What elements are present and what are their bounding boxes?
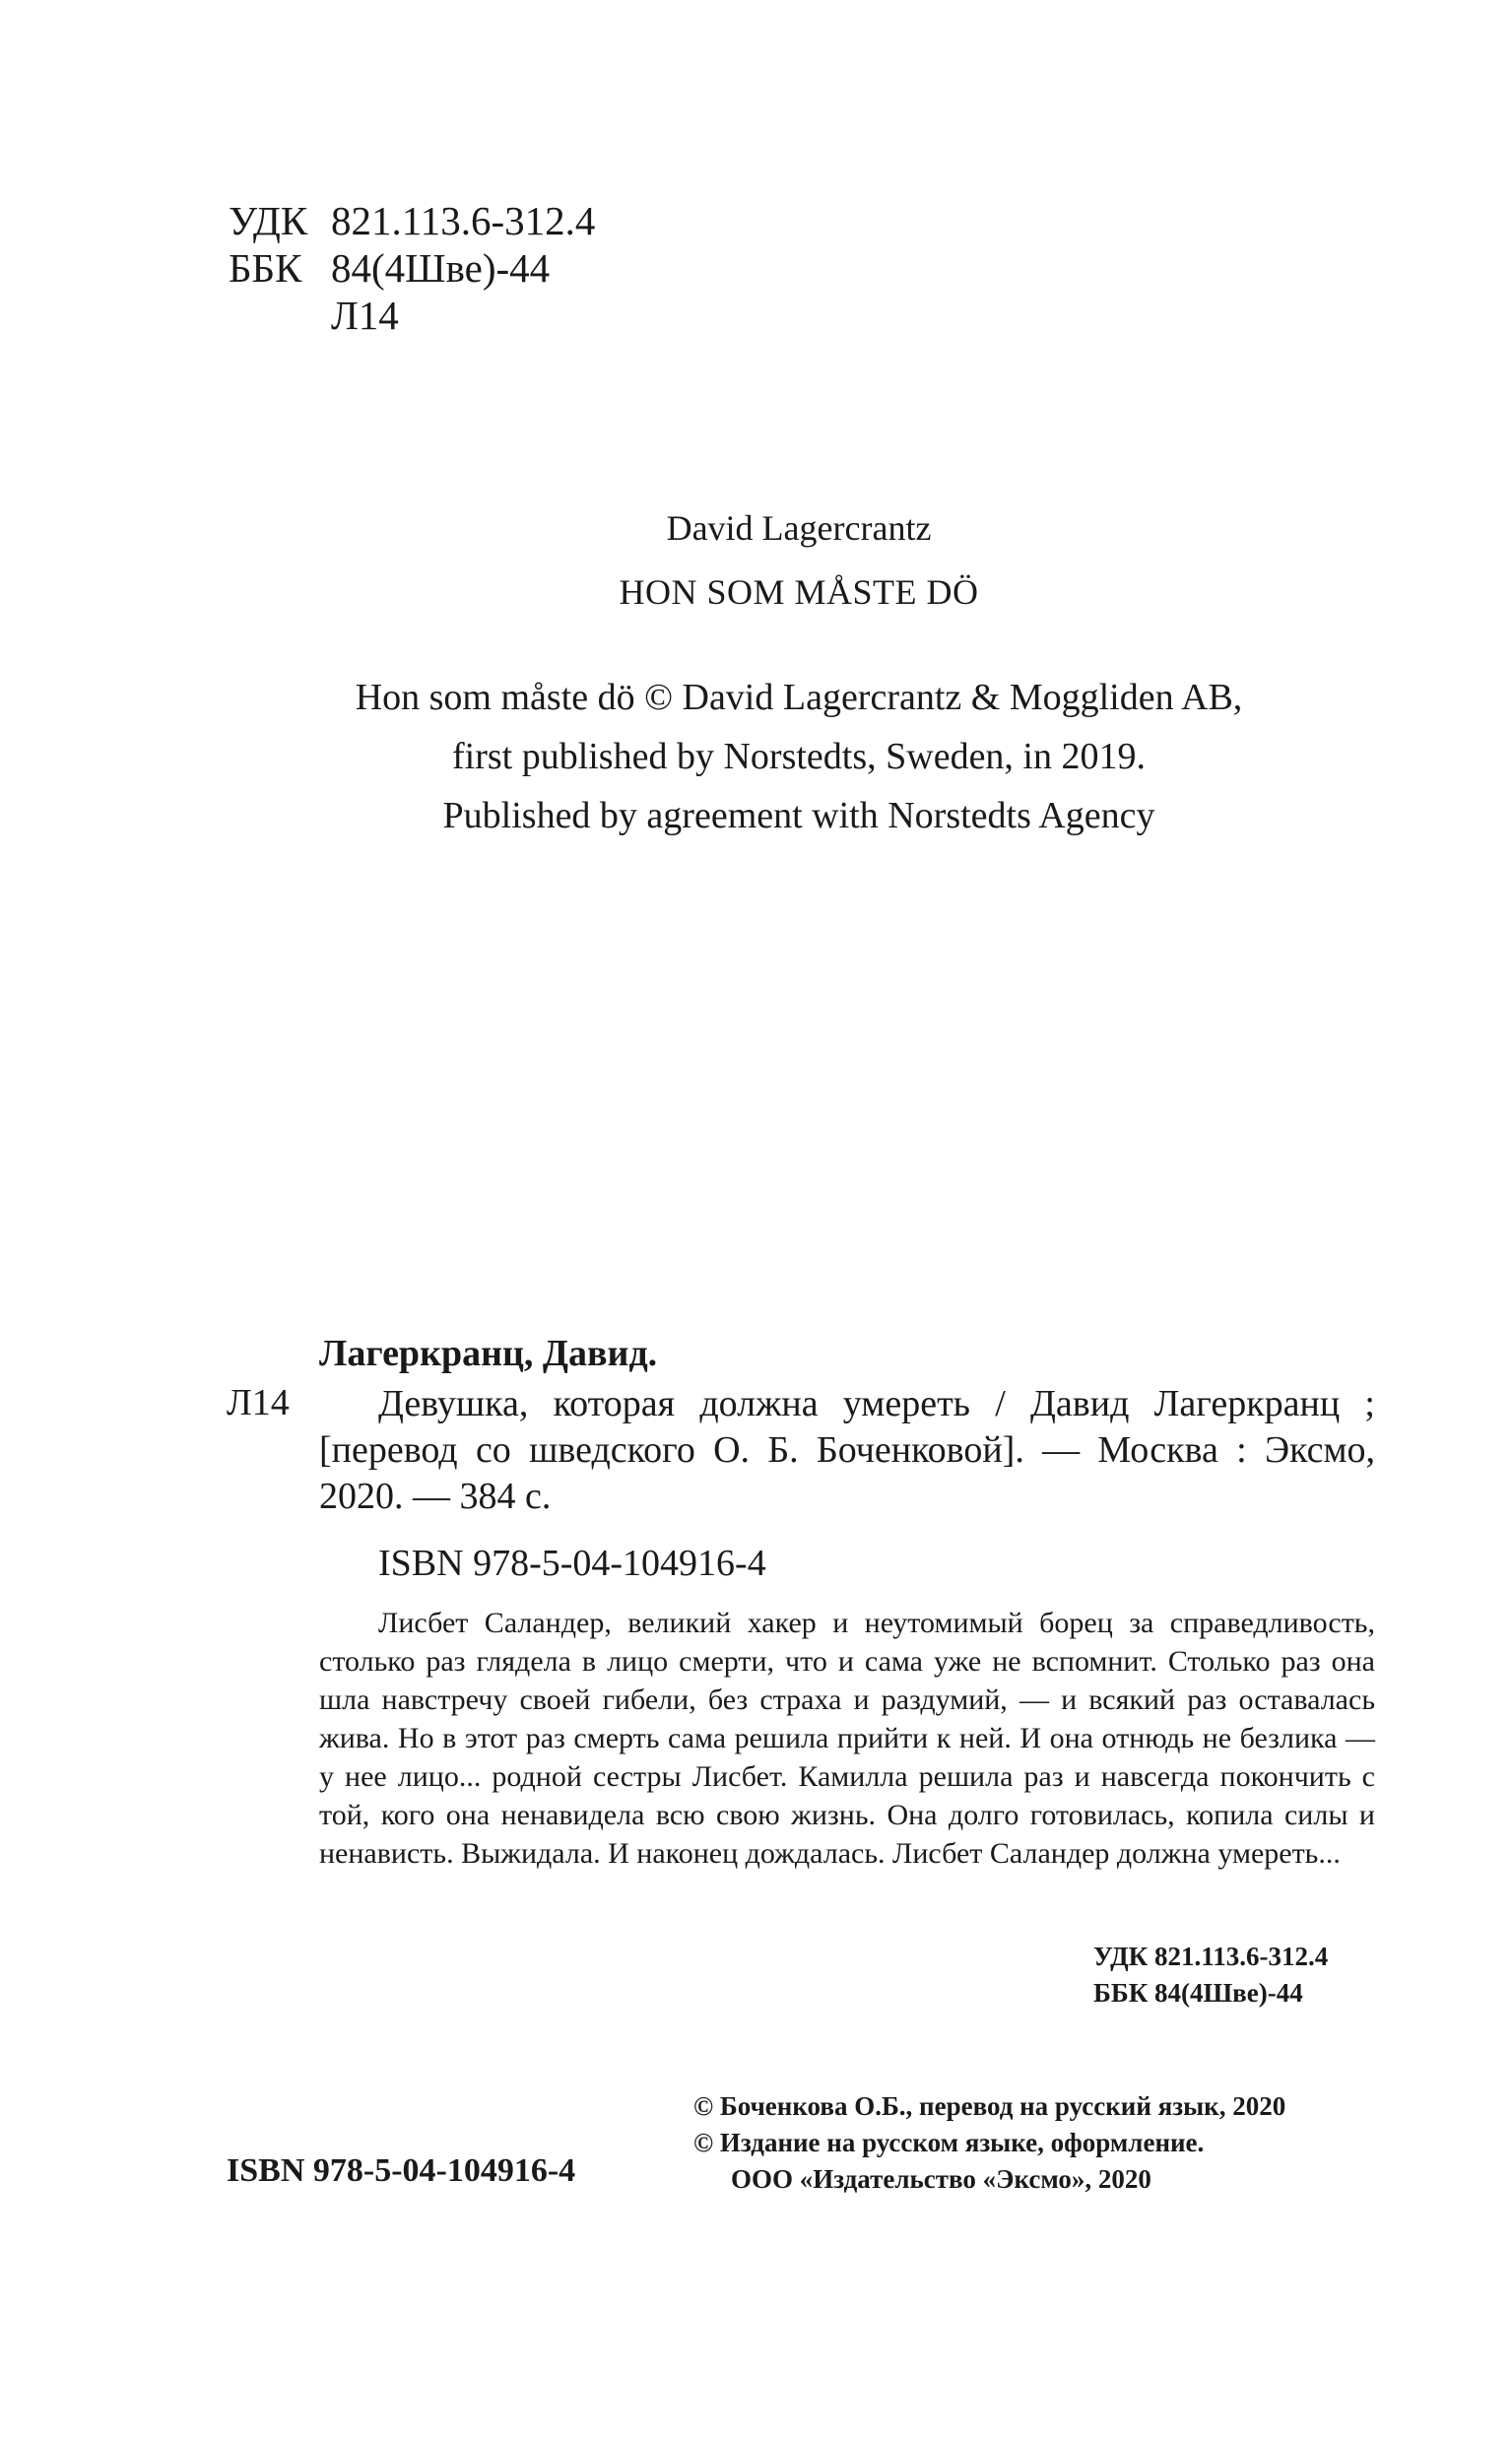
catalog-classification-codes (1093, 1939, 1328, 2012)
book-annotation: Лисбет Саландер, великий хакер и неутомимый борец за справедливость, столько раз глядела в лицо смерти, что и сама уже не вспомнит. Столько раз она шла навстречу своей гибели, без страха и раздумий, — и всякий раз оставалась жива. Но в этот раз смерть сама решила прийти к ней. И она отнюдь не безлика — у нее лицо... родной сестры Лисбет. Камилла решила раз и навсегда покончить с той, кого она ненавидела всю свою жизнь. Она долго готовилась, копила силы и ненависть. Выжидала. И наконец дождалась. Лисбет Саландер должна умереть... (319, 1607, 1375, 1870)
bbk-label: ББК (229, 245, 302, 291)
bbk-row (229, 244, 595, 292)
udk-label: УДК (229, 198, 308, 243)
rights-line: Published by agreement with Norstedts Agency (442, 795, 1155, 836)
rights-notice (0, 668, 1512, 845)
original-author: David Lagercrantz (666, 508, 932, 548)
bibliographic-description: Девушка, которая должна умереть / Давид Лагеркранц ; [перевод со шведского О. Б. Боченковой]. — Москва : Эксмо, 2020. — 384 с. (319, 1383, 1375, 1517)
catalog-bbk: ББК 84(4Шве)-44 (1093, 1978, 1303, 2008)
classification-codes (229, 197, 595, 339)
bbk-value: 84(4Шве)-44 (331, 245, 551, 291)
original-title: HON SOM MÅSTE DÖ (619, 572, 979, 612)
copyright-publisher: ООО «Издательство «Эксмо», 2020 (731, 2164, 1151, 2194)
udk-row (229, 197, 595, 244)
catalog-author-heading: Лагеркранц, Давид. (319, 1333, 658, 1374)
footer-isbn: ISBN 978-5-04-104916-4 (227, 2152, 576, 2189)
catalog-udk: УДК 821.113.6-312.4 (1093, 1942, 1329, 1971)
udk-value: 821.113.6-312.4 (331, 198, 596, 243)
copyright-translation: © Боченкова О.Б., перевод на русский язык, 2020 (693, 2091, 1286, 2121)
author-mark: Л14 (331, 293, 399, 338)
copyright-notice (693, 2088, 1285, 2198)
copyright-edition: © Издание на русском языке, оформление. (693, 2128, 1205, 2157)
rights-line: first published by Norstedts, Sweden, in 2019. (451, 736, 1146, 777)
rights-line: Hon som måste dö © David Lagercrantz & Moggliden AB, (355, 677, 1243, 718)
catalog-author-mark: Л14 (227, 1382, 290, 1423)
catalog-isbn: ISBN 978-5-04-104916-4 (378, 1543, 766, 1584)
